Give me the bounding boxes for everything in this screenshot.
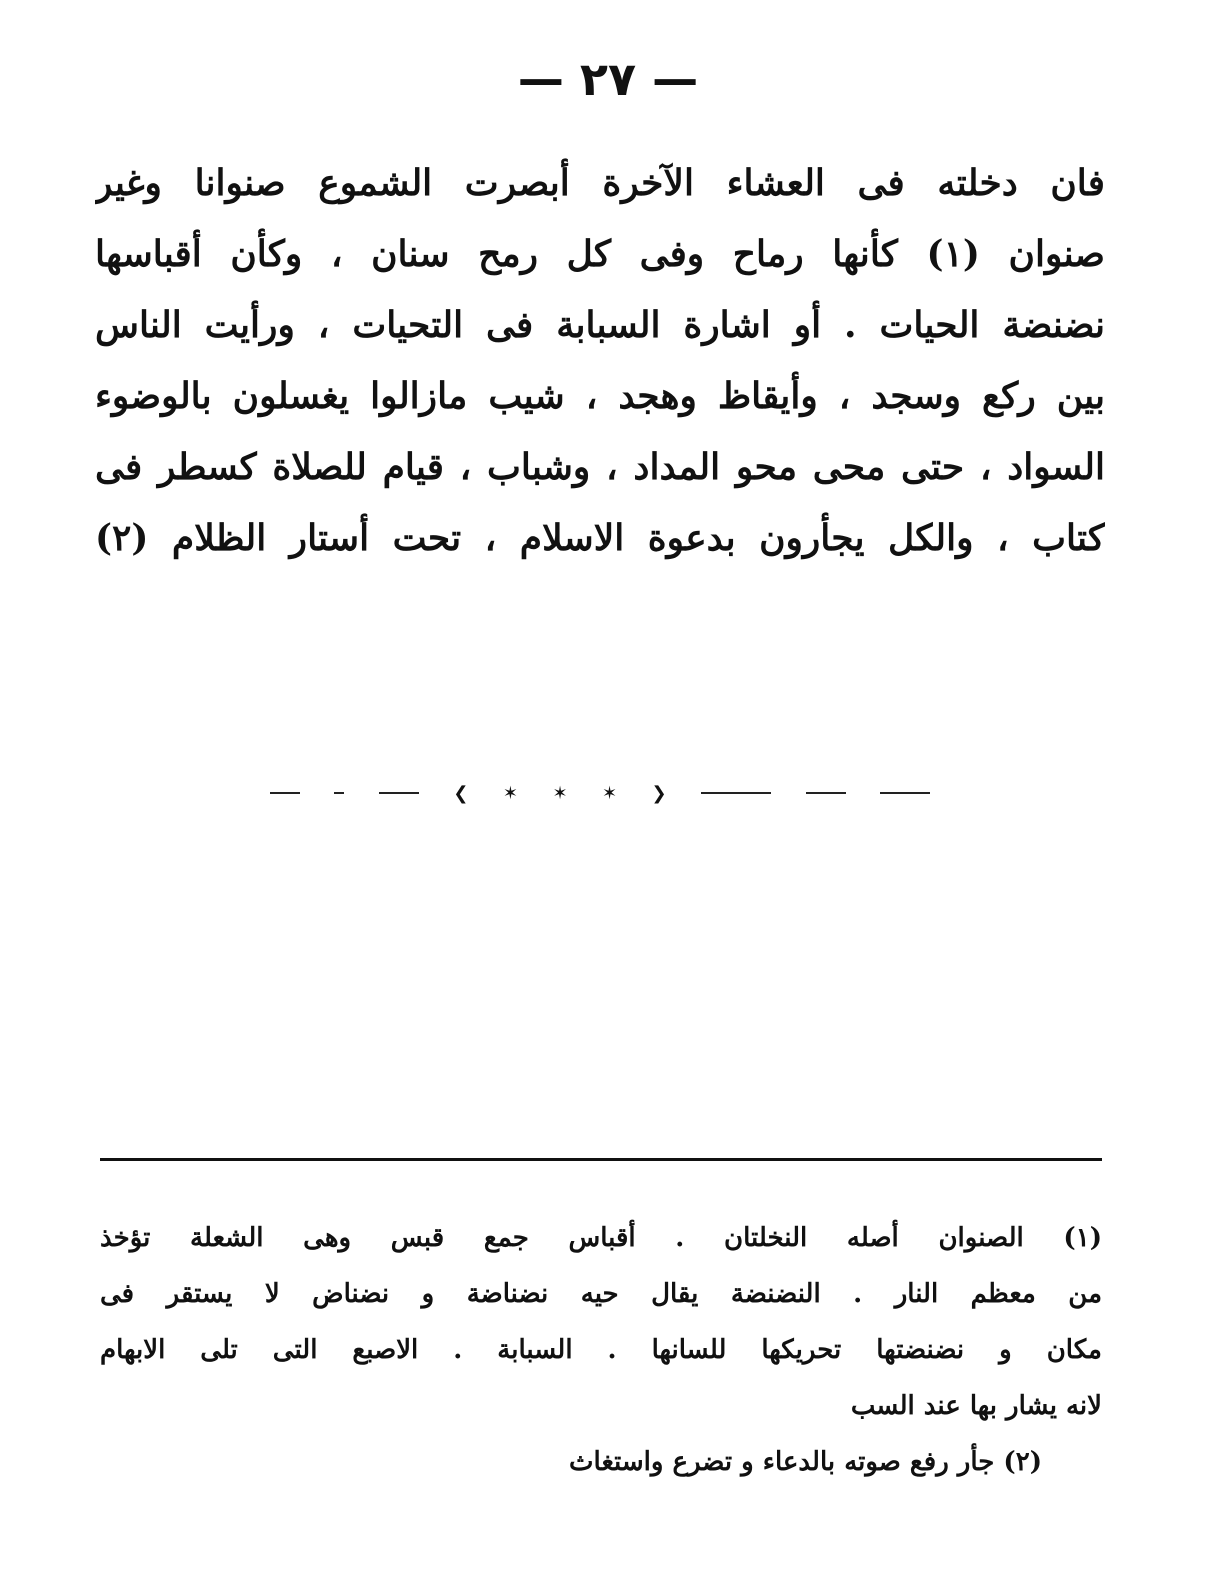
ornament-star-icon: ✶ <box>552 782 568 804</box>
footnote-line: لانه يشار بها عند السب <box>850 1391 1102 1421</box>
main-text <box>95 148 1105 574</box>
main-text-line: السواد ، حتى محى محو المداد ، وشباب ، قيام للصلاة كسطر فى <box>95 446 1105 488</box>
section-ornament <box>270 778 930 808</box>
footnote-line: (٢) جأر رفع صوته بالدعاء و تضرع واستغاث <box>569 1447 1042 1477</box>
main-text-line: صنوان (١) كأنها رماح وفى كل رمح سنان ، وكأن أقباسها <box>95 233 1105 275</box>
ornament-star-icon: ✶ <box>502 782 518 804</box>
page-number: — ٢٧ — <box>517 52 699 106</box>
ornament-bracket-icon: ❯ <box>651 782 667 804</box>
main-text-line: نضنضة الحيات . أو اشارة السبابة فى التحيات ، ورأيت الناس <box>95 304 1105 346</box>
ornament-bracket-icon: ❮ <box>453 782 469 804</box>
footnote-line: من معظم النار . النضنضة يقال حيه نضناضة و نضناض لا يستقر فى <box>100 1279 1102 1309</box>
ornament-dash <box>334 792 344 794</box>
ornament-dash <box>880 792 930 794</box>
ornament-star-icon: ✶ <box>602 782 618 804</box>
footnote-line: مكان و نضنضتها تحريكها للسانها . السبابة . الاصبع التى تلى الابهام <box>100 1335 1102 1365</box>
main-text-line: كتاب ، والكل يجأرون بدعوة الاسلام ، تحت أستار الظلام (٢) <box>95 517 1105 559</box>
footnotes <box>100 1210 1102 1490</box>
ornament-dash <box>379 792 419 794</box>
main-text-line: فان دخلته فى العشاء الآخرة أبصرت الشموع صنوانا وغير <box>95 162 1105 204</box>
main-text-line: بين ركع وسجد ، وأيقاظ وهجد ، شيب مازالوا يغسلون بالوضوء <box>95 375 1105 417</box>
ornament-dash <box>806 792 846 794</box>
ornament-dash <box>270 792 300 794</box>
footnote-line: (١) الصنوان أصله النخلتان . أقباس جمع قبس وهى الشعلة تؤخذ <box>100 1223 1102 1253</box>
footnote-divider <box>100 1158 1102 1161</box>
ornament-dash <box>701 792 771 794</box>
